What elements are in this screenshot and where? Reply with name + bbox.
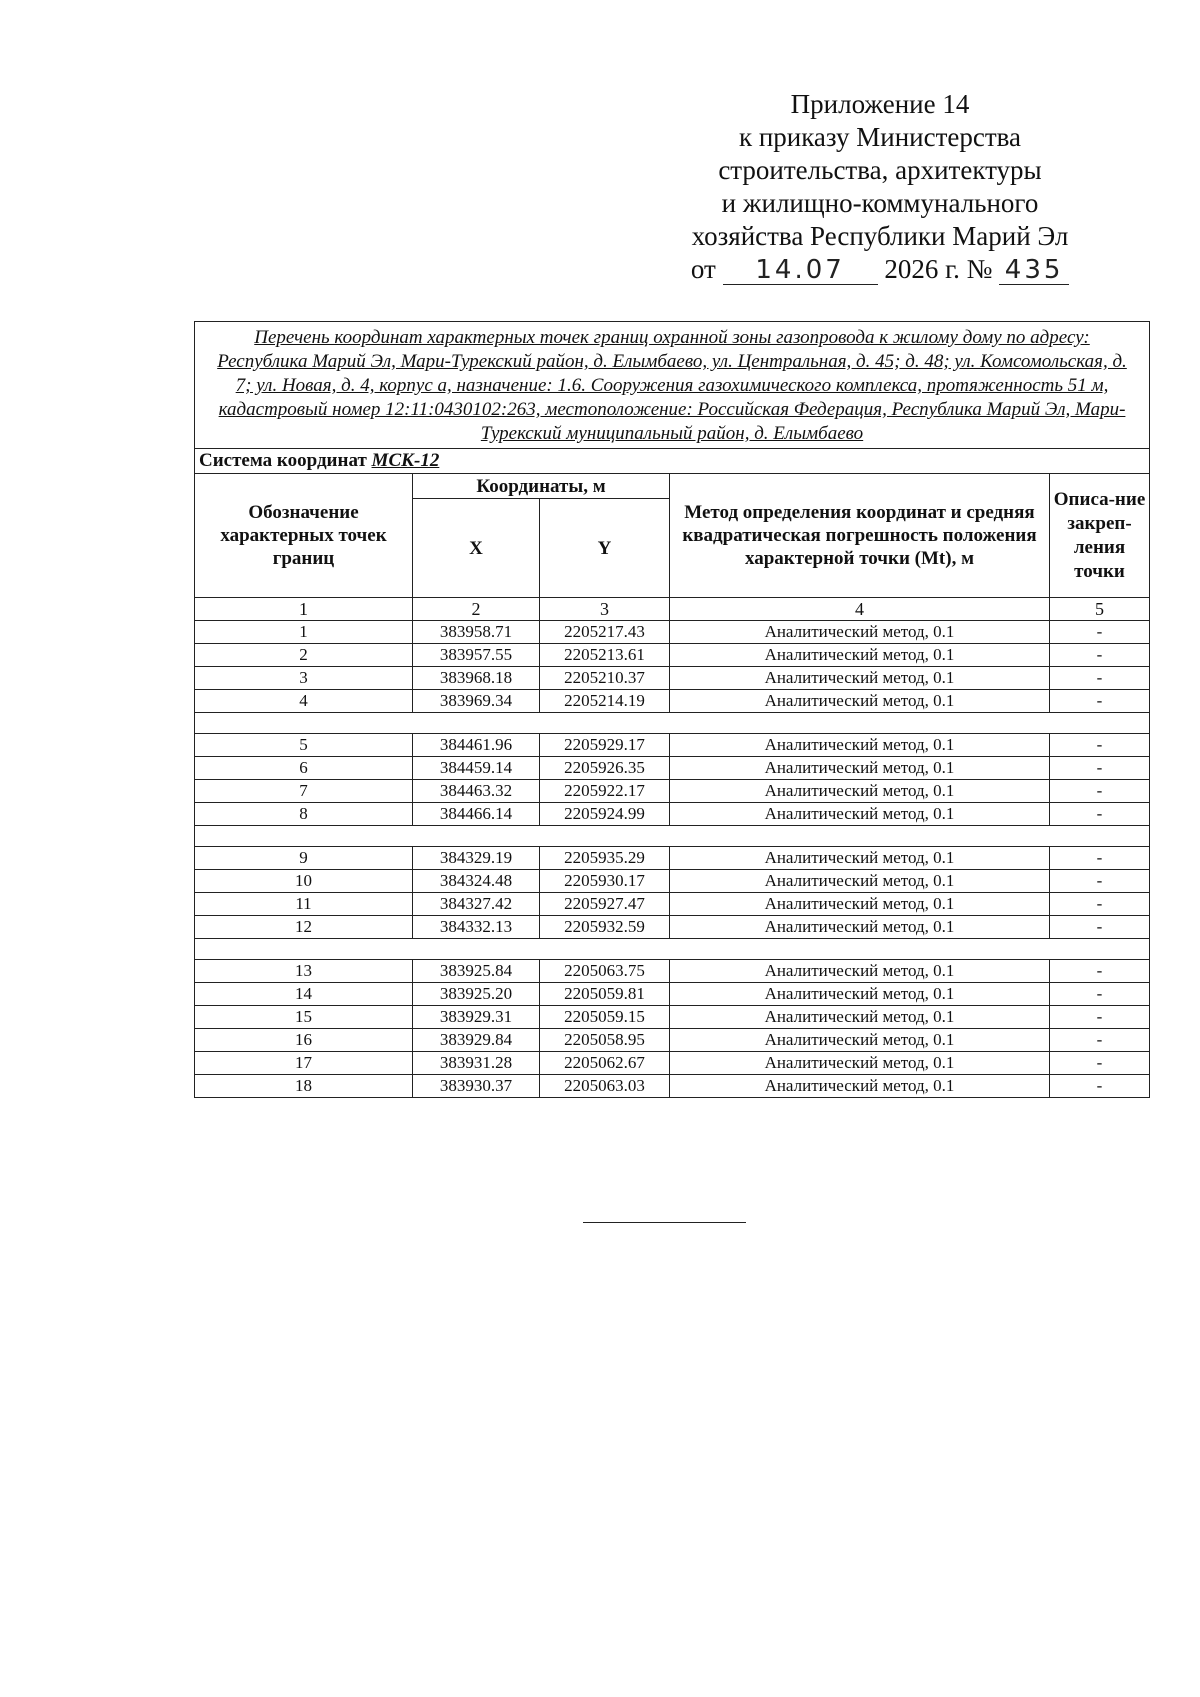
crs-value: МСК-12: [371, 450, 440, 471]
description-cell: -: [1050, 803, 1150, 826]
point-number-cell: 9: [195, 847, 413, 870]
column-number: 5: [1050, 598, 1150, 621]
description-cell: -: [1050, 757, 1150, 780]
method-cell: Аналитический метод, 0.1: [670, 734, 1050, 757]
x-coordinate-cell: 383925.84: [413, 960, 540, 983]
y-coordinate-cell: 2205217.43: [540, 621, 670, 644]
point-number-cell: 18: [195, 1075, 413, 1098]
y-coordinate-cell: 2205927.47: [540, 893, 670, 916]
column-number-row: [195, 598, 1150, 621]
x-coordinate-cell: 384329.19: [413, 847, 540, 870]
point-number-cell: 17: [195, 1052, 413, 1075]
point-number-cell: 2: [195, 644, 413, 667]
y-coordinate-cell: 2205058.95: [540, 1029, 670, 1052]
y-coordinate-cell: 2205213.61: [540, 644, 670, 667]
x-coordinate-cell: 384461.96: [413, 734, 540, 757]
y-coordinate-cell: 2205214.19: [540, 690, 670, 713]
description-cell: -: [1050, 1029, 1150, 1052]
x-coordinate-cell: 384324.48: [413, 870, 540, 893]
y-coordinate-cell: 2205063.03: [540, 1075, 670, 1098]
table-title: Перечень координат характерных точек границ охранной зоны газопровода к жилому дому по адресу: Республика Марий Эл, Мари-Турекский район, д. Елымбаево, ул. Центральная, д. 45; д. 48; ул. Комсомольская, д. 7; ул. Новая, д. 4, корпус а, назначение: 1.6. Сооружения газохимического комплекса, протяженность 51 м, кадастровый номер 12:11:0430102:263, местоположение: Российская Федерация, Республика Марий Эл, Мари-Турекский муниципальный район, д. Елымбаево: [195, 322, 1150, 449]
coordinate-system-row: [195, 449, 1150, 474]
description-cell: -: [1050, 870, 1150, 893]
method-cell: Аналитический метод, 0.1: [670, 803, 1050, 826]
point-number-cell: 1: [195, 621, 413, 644]
column-number: 2: [413, 598, 540, 621]
description-cell: -: [1050, 847, 1150, 870]
method-cell: Аналитический метод, 0.1: [670, 621, 1050, 644]
y-coordinate-cell: 2205063.75: [540, 960, 670, 983]
order-reference: к приказу Министерства: [738, 122, 1022, 152]
x-coordinate-cell: 383958.71: [413, 621, 540, 644]
ministry-line-1: строительства, архитектуры: [718, 155, 1042, 185]
point-number-cell: 3: [195, 667, 413, 690]
x-coordinate-cell: 384327.42: [413, 893, 540, 916]
table-row: [195, 870, 1150, 893]
x-coordinate-cell: 383969.34: [413, 690, 540, 713]
method-cell: Аналитический метод, 0.1: [670, 916, 1050, 939]
point-number-cell: 11: [195, 893, 413, 916]
description-cell: -: [1050, 667, 1150, 690]
point-number-cell: 7: [195, 780, 413, 803]
table-row: [195, 757, 1150, 780]
x-coordinate-cell: 383957.55: [413, 644, 540, 667]
x-coordinate-cell: 384332.13: [413, 916, 540, 939]
document-heading: [640, 88, 1120, 286]
method-cell: Аналитический метод, 0.1: [670, 1029, 1050, 1052]
y-coordinate-cell: 2205932.59: [540, 916, 670, 939]
description-cell: -: [1050, 690, 1150, 713]
crs-label: Система координат: [199, 450, 367, 471]
table-row: [195, 893, 1150, 916]
point-number-cell: 12: [195, 916, 413, 939]
y-coordinate-cell: 2205924.99: [540, 803, 670, 826]
description-cell: -: [1050, 1006, 1150, 1029]
group-separator-row: [195, 939, 1150, 960]
table-row: [195, 734, 1150, 757]
method-cell: Аналитический метод, 0.1: [670, 1075, 1050, 1098]
closing-rule: [583, 1222, 746, 1223]
description-cell: -: [1050, 983, 1150, 1006]
y-coordinate-cell: 2205922.17: [540, 780, 670, 803]
column-number: 3: [540, 598, 670, 621]
description-cell: -: [1050, 916, 1150, 939]
y-coordinate-cell: 2205059.15: [540, 1006, 670, 1029]
table-row: [195, 667, 1150, 690]
x-coordinate-cell: 383929.31: [413, 1006, 540, 1029]
table-row: [195, 847, 1150, 870]
column-number: 4: [670, 598, 1050, 621]
y-coordinate-cell: 2205062.67: [540, 1052, 670, 1075]
method-cell: Аналитический метод, 0.1: [670, 690, 1050, 713]
point-number-cell: 6: [195, 757, 413, 780]
description-cell: -: [1050, 960, 1150, 983]
x-coordinate-cell: 383931.28: [413, 1052, 540, 1075]
handwritten-order-number: 435: [999, 256, 1069, 285]
table-row: [195, 1006, 1150, 1029]
coordinates-table: [194, 321, 1150, 1098]
handwritten-date: 14.07: [723, 256, 878, 285]
ministry-line-3: хозяйства Республики Марий Эл: [691, 221, 1069, 251]
column-header-coordinates: Координаты, м: [413, 474, 670, 499]
table-row: [195, 1052, 1150, 1075]
description-cell: -: [1050, 780, 1150, 803]
group-separator-row: [195, 713, 1150, 734]
x-coordinate-cell: 383930.37: [413, 1075, 540, 1098]
y-coordinate-cell: 2205930.17: [540, 870, 670, 893]
point-number-cell: 5: [195, 734, 413, 757]
x-coordinate-cell: 384459.14: [413, 757, 540, 780]
method-cell: Аналитический метод, 0.1: [670, 667, 1050, 690]
method-cell: Аналитический метод, 0.1: [670, 1006, 1050, 1029]
column-header-x: X: [413, 499, 540, 598]
ministry-line-2: и жилищно-коммунального: [721, 188, 1039, 218]
point-number-cell: 13: [195, 960, 413, 983]
column-header-method: Метод определения координат и средняя квадратическая погрешность положения характерной точки (Mt), м: [670, 474, 1050, 598]
x-coordinate-cell: 383929.84: [413, 1029, 540, 1052]
description-cell: -: [1050, 644, 1150, 667]
table-row: [195, 983, 1150, 1006]
table-row: [195, 780, 1150, 803]
column-header-point: Обозначение характерных точек границ: [195, 474, 413, 598]
year-text: 2026 г. №: [884, 254, 993, 284]
method-cell: Аналитический метод, 0.1: [670, 644, 1050, 667]
y-coordinate-cell: 2205935.29: [540, 847, 670, 870]
x-coordinate-cell: 384466.14: [413, 803, 540, 826]
method-cell: Аналитический метод, 0.1: [670, 960, 1050, 983]
table-row: [195, 621, 1150, 644]
table-row: [195, 1029, 1150, 1052]
group-separator-row: [195, 826, 1150, 847]
method-cell: Аналитический метод, 0.1: [670, 757, 1050, 780]
order-date-line: [640, 253, 1120, 286]
table-row: [195, 803, 1150, 826]
method-cell: Аналитический метод, 0.1: [670, 1052, 1050, 1075]
method-cell: Аналитический метод, 0.1: [670, 983, 1050, 1006]
table-row: [195, 690, 1150, 713]
point-number-cell: 4: [195, 690, 413, 713]
y-coordinate-cell: 2205210.37: [540, 667, 670, 690]
x-coordinate-cell: 384463.32: [413, 780, 540, 803]
table-row: [195, 960, 1150, 983]
column-number: 1: [195, 598, 413, 621]
table-row: [195, 1075, 1150, 1098]
method-cell: Аналитический метод, 0.1: [670, 893, 1050, 916]
point-number-cell: 16: [195, 1029, 413, 1052]
y-coordinate-cell: 2205929.17: [540, 734, 670, 757]
column-header-y: Y: [540, 499, 670, 598]
group-separator: [195, 939, 1150, 960]
group-separator: [195, 713, 1150, 734]
table-row: [195, 644, 1150, 667]
date-prefix: от: [690, 254, 716, 284]
description-cell: -: [1050, 734, 1150, 757]
point-number-cell: 10: [195, 870, 413, 893]
method-cell: Аналитический метод, 0.1: [670, 870, 1050, 893]
description-cell: -: [1050, 1052, 1150, 1075]
column-header-description: Описа-ние закреп-ления точки: [1050, 474, 1150, 598]
point-number-cell: 14: [195, 983, 413, 1006]
y-coordinate-cell: 2205059.81: [540, 983, 670, 1006]
table-row: [195, 916, 1150, 939]
description-cell: -: [1050, 621, 1150, 644]
y-coordinate-cell: 2205926.35: [540, 757, 670, 780]
description-cell: -: [1050, 1075, 1150, 1098]
method-cell: Аналитический метод, 0.1: [670, 780, 1050, 803]
x-coordinate-cell: 383968.18: [413, 667, 540, 690]
point-number-cell: 15: [195, 1006, 413, 1029]
x-coordinate-cell: 383925.20: [413, 983, 540, 1006]
description-cell: -: [1050, 893, 1150, 916]
appendix-title: Приложение 14: [790, 89, 970, 119]
group-separator: [195, 826, 1150, 847]
method-cell: Аналитический метод, 0.1: [670, 847, 1050, 870]
point-number-cell: 8: [195, 803, 413, 826]
